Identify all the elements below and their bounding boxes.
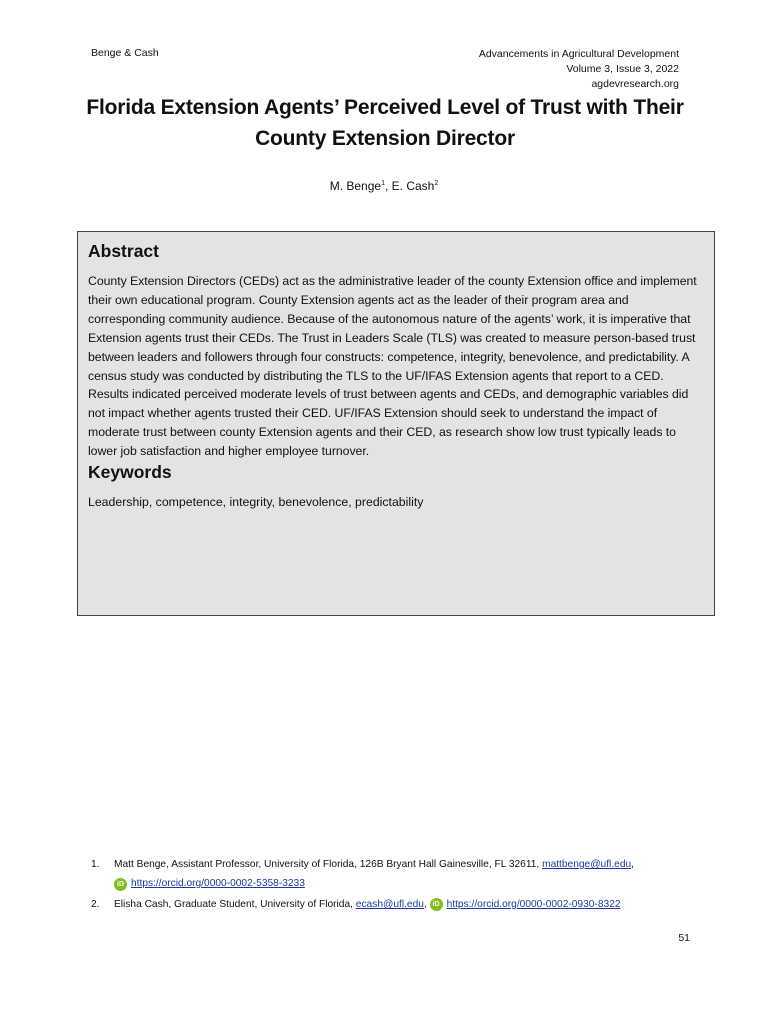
footnote-number: 2.	[91, 899, 100, 910]
author-2-orcid-link[interactable]: https://orcid.org/0000-0002-0930-8322	[446, 899, 621, 910]
author-2-affiliation: 2	[434, 180, 439, 187]
orcid-icon: iD	[114, 878, 127, 891]
author-1-orcid-link[interactable]: https://orcid.org/0000-0002-5358-3233	[131, 878, 305, 889]
footnote-comma: ,	[423, 899, 427, 910]
journal-name: Advancements in Agricultural Development	[478, 48, 679, 60]
author-1: M. Benge	[329, 179, 382, 193]
abstract-box	[77, 231, 715, 616]
journal-volume: Volume 3, Issue 3, 2022	[566, 63, 679, 75]
footnote-2	[91, 897, 691, 913]
title-line-2: County Extension Director	[255, 127, 515, 150]
orcid-icon: iD	[430, 898, 443, 911]
author-2: E. Cash	[391, 179, 435, 193]
journal-info	[479, 47, 679, 92]
paper-title	[60, 92, 710, 154]
keywords-text: Leadership, competence, integrity, benevolence, predictability	[88, 495, 424, 510]
footnote-number: 1.	[91, 859, 100, 870]
author-line	[0, 179, 768, 193]
keywords-heading: Keywords	[88, 462, 172, 483]
abstract-heading: Abstract	[88, 241, 159, 261]
footnote-1	[91, 857, 691, 892]
author-1-email-link[interactable]: mattbenge@ufl.edu	[542, 859, 632, 870]
author-separator: ,	[385, 179, 392, 193]
author-1-affiliation: 1	[381, 180, 385, 187]
footnote-text: Matt Benge, Assistant Professor, University of Florida, 126B Bryant Hall Gainesville, FL 32611,	[114, 859, 543, 870]
abstract-text: County Extension Directors (CEDs) act as the administrative leader of the county Extension office and implement their own educational program. County Extension agents act as the leader of their program area and corresponding community audience. Because of the autonomous nature of the agents’ work, it is imperative that Extension agents trust their CEDs. The Trust in Leaders Scale (TLS) was created to measure person-based trust between leaders and followers through four constructs: competence, integrity, benevolence, and predictability. A census study was conducted by distributing the TLS to the UF/IFAS Extension agents that report to a CED. Results indicated perceived moderate levels of trust between agents and CEDs, and demographic variables did not impact whether agents trusted their CED. UF/IFAS Extension should seek to understand the impact of moderate trust between county Extension agents and their CED, as research show low trust typically leads to lower job satisfaction and higher employee turnover.	[88, 274, 697, 459]
footnote-line	[114, 857, 691, 873]
footnote-text: Elisha Cash, Graduate Student, University of Florida,	[114, 899, 356, 910]
author-2-email-link[interactable]: ecash@ufl.edu	[355, 899, 424, 910]
footnote-line	[114, 897, 691, 913]
footnote-comma: ,	[631, 859, 634, 870]
title-line-1: Florida Extension Agents’ Perceived Level of Trust with Their	[86, 96, 684, 119]
footnotes	[91, 857, 691, 913]
page-number: 51	[678, 932, 690, 944]
footnote-orcid-line	[114, 876, 691, 892]
journal-site: agdevresearch.org	[591, 78, 679, 90]
running-head-authors: Benge & Cash	[91, 47, 159, 59]
